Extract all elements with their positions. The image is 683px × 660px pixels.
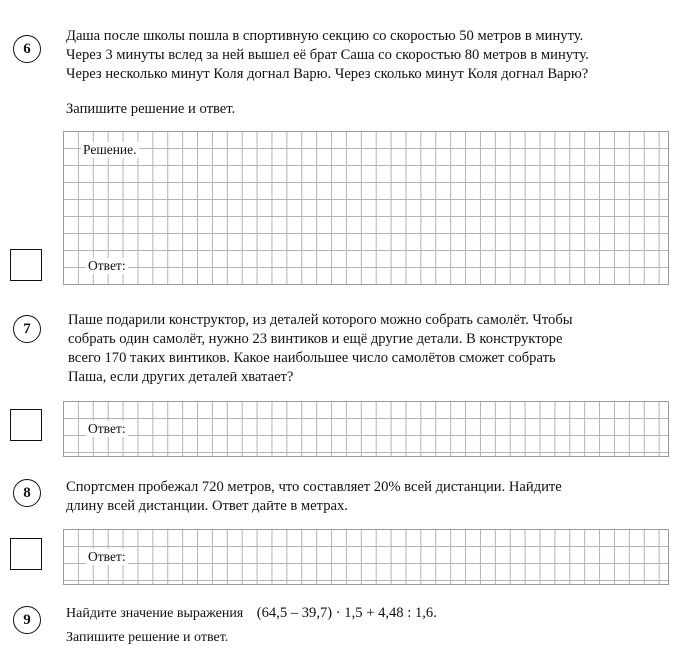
task-8-number: 8	[13, 479, 41, 507]
task-7-line-3: всего 170 таких винтиков. Какое наибольшее число самолётов сможет собрать	[68, 350, 556, 366]
task-6-solution-label: Решение.	[83, 142, 137, 157]
task-7-answer-grid[interactable]	[63, 401, 669, 457]
task-6-answer-grid[interactable]	[63, 131, 669, 285]
task-8-score-box[interactable]	[10, 538, 42, 570]
task-9-prompt-text: Наӣдите значение выражения	[66, 606, 244, 621]
task-9-instruction: Запишите решение и ответ.	[66, 630, 229, 645]
task-6-number: 6	[13, 35, 41, 63]
task-8-line-2: длину всей дистанции. Ответ даӣте в метрах.	[66, 498, 348, 514]
task-6-line-2: Через 3 минуты вслед за ней вышел её брат Саша со скоростью 80 метров в минуту.	[66, 47, 589, 63]
task-6-score-box[interactable]	[10, 249, 42, 281]
task-7-line-1: Паше подарили конструктор, из деталей которого можно собрать самолёт. Чтобы	[68, 312, 573, 328]
task-7-number: 7	[13, 315, 41, 343]
task-8-answer-label: Ответ:	[88, 549, 126, 564]
task-6-instruction: Запишите решение и ответ.	[66, 101, 236, 117]
task-7-answer-label: Ответ:	[88, 421, 126, 436]
task-9-prompt	[66, 604, 437, 623]
task-6-line-3: Через несколько минут Коля догнал Варю. Через сколько минут Коля догнал Варю?	[66, 66, 589, 82]
task-7-line-4: Паша, если других деталеӣ хватает?	[68, 369, 294, 385]
task-6-answer-label: Ответ:	[88, 258, 126, 273]
task-7-line-2: собрать один самолёт, нужно 23 винтиков и ещё другие детали. В конструкторе	[68, 331, 563, 347]
task-7-score-box[interactable]	[10, 409, 42, 441]
task-9-expression: (64,5 – 39,7) · 1,5 + 4,48 : 1,6.	[256, 605, 437, 621]
task-8-line-1: Спортсмен пробежал 720 метров, что составляет 20% всей дистанции. Наӣдите	[66, 479, 562, 495]
task-9-number: 9	[13, 606, 41, 634]
task-8-answer-grid[interactable]	[63, 529, 669, 585]
task-6-line-1: Даша после школы пошла в спортивную секцию со скоростью 50 метров в минуту.	[66, 28, 584, 44]
